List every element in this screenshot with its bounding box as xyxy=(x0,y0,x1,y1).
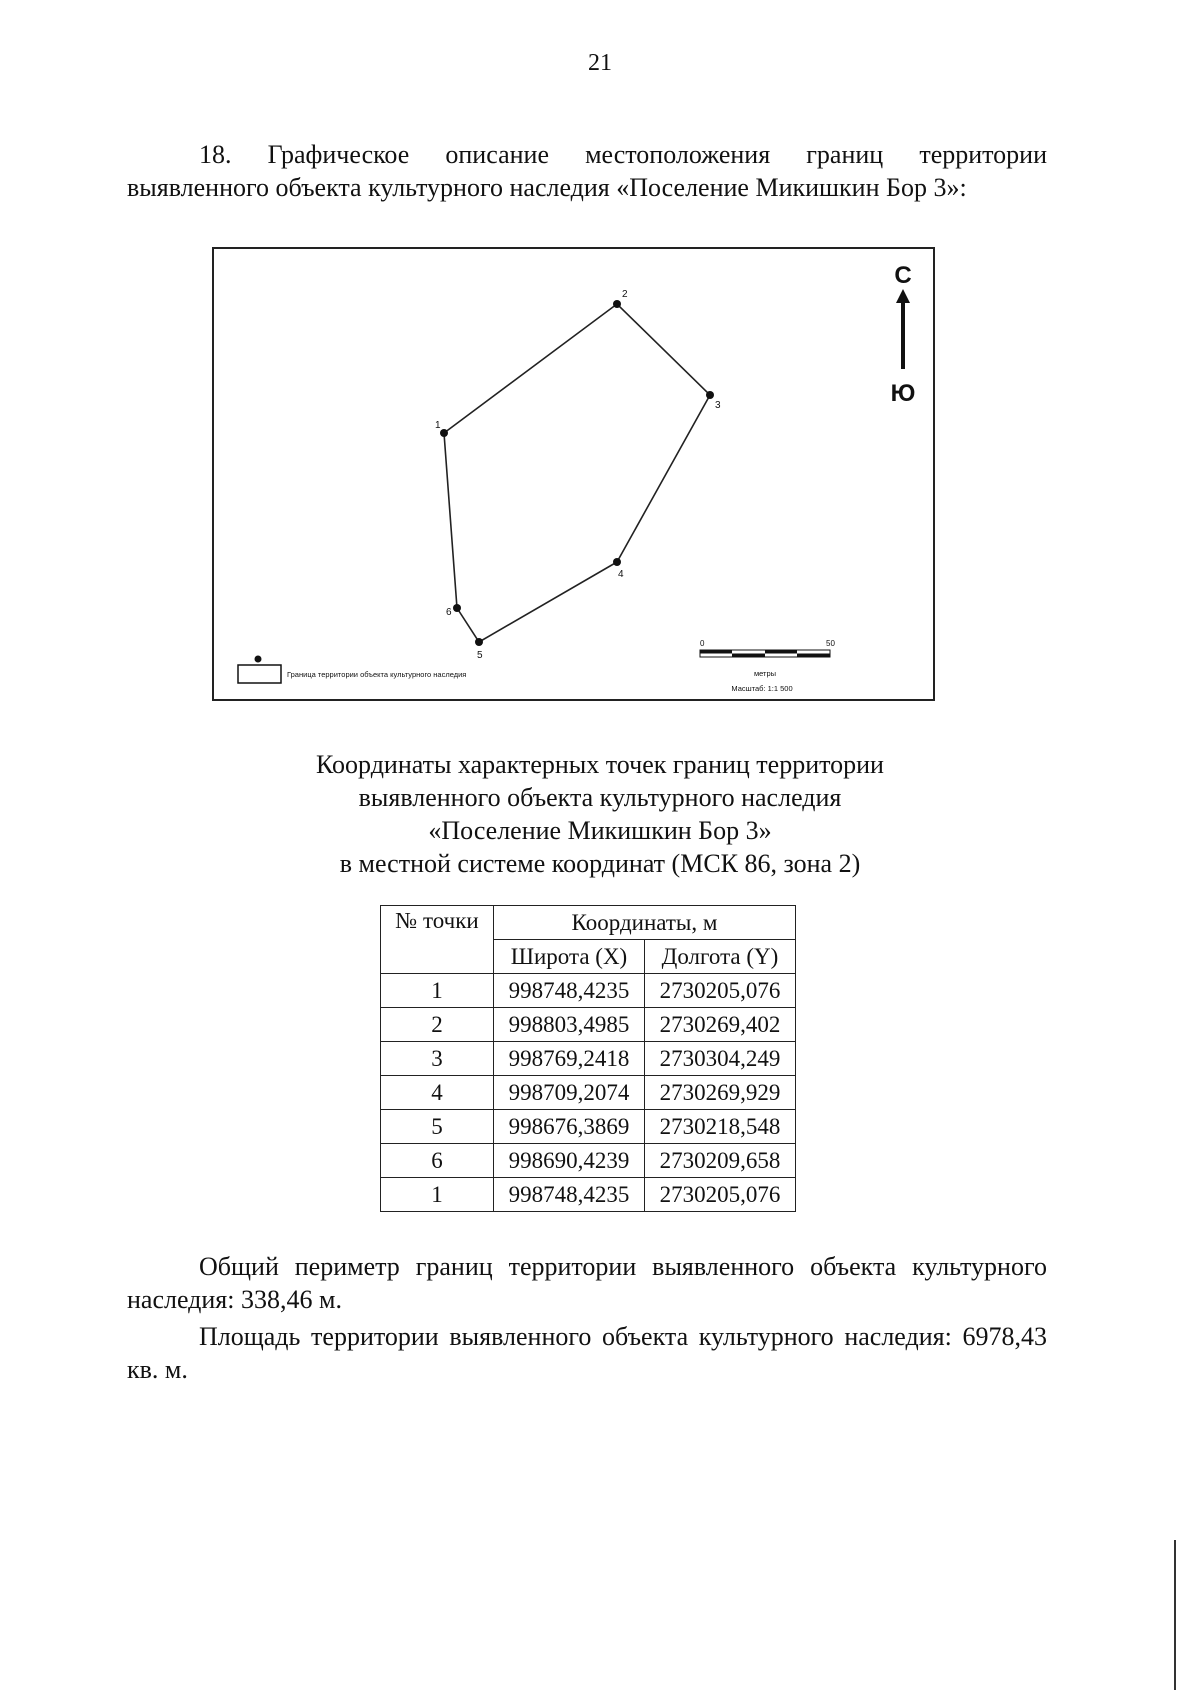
coordinates-table xyxy=(380,905,796,1212)
point-number: 5 xyxy=(381,1110,494,1144)
table-row xyxy=(381,1110,796,1144)
legend-point-icon xyxy=(255,656,262,663)
map-legend xyxy=(238,656,466,684)
latitude-x: 998748,4235 xyxy=(494,974,645,1008)
svg-text:1: 1 xyxy=(435,420,441,431)
longitude-y: 2730218,548 xyxy=(645,1110,796,1144)
boundary-point-3 xyxy=(706,391,721,411)
point-number: 1 xyxy=(381,974,494,1008)
longitude-y: 2730269,402 xyxy=(645,1008,796,1042)
coordinates-heading-line-2: выявленного объекта культурного наследия xyxy=(358,783,842,812)
latitude-x: 998769,2418 xyxy=(494,1042,645,1076)
table-row xyxy=(381,1144,796,1178)
table-row xyxy=(381,1008,796,1042)
coordinates-heading xyxy=(0,748,1200,880)
point-number: 3 xyxy=(381,1042,494,1076)
legend-text: Граница территории объекта культурного наследия xyxy=(287,670,467,679)
svg-text:2: 2 xyxy=(622,289,628,300)
svg-text:5: 5 xyxy=(477,650,483,661)
boundary-point-2 xyxy=(613,289,628,308)
svg-text:6: 6 xyxy=(446,607,452,618)
boundary-point-4 xyxy=(613,558,624,580)
page-number: 21 xyxy=(588,50,612,76)
latitude-x: 998709,2074 xyxy=(494,1076,645,1110)
longitude-y: 2730209,658 xyxy=(645,1144,796,1178)
coordinates-heading-line-1: Координаты характерных точек границ территории xyxy=(316,750,884,779)
scale-end-label: 50 xyxy=(826,639,835,648)
scale-start-label: 0 xyxy=(700,639,705,648)
point-number: 1 xyxy=(381,1178,494,1212)
scale-ratio-label: Масштаб: 1:1 500 xyxy=(731,684,793,693)
table-header-row xyxy=(381,906,796,940)
compass-north-label: С xyxy=(894,262,912,289)
latitude-x: 998676,3869 xyxy=(494,1110,645,1144)
table-row xyxy=(381,974,796,1008)
map-canvas xyxy=(214,249,933,699)
longitude-y: 2730269,929 xyxy=(645,1076,796,1110)
perimeter-statement: Общий периметр границ территории выявленного объекта культурного наследия: 338,46 м. xyxy=(127,1252,1047,1314)
point-number: 4 xyxy=(381,1076,494,1110)
latitude-x: 998690,4239 xyxy=(494,1144,645,1178)
longitude-y: 2730304,249 xyxy=(645,1042,796,1076)
scale-bar xyxy=(700,639,835,693)
latitude-x: 998748,4235 xyxy=(494,1178,645,1212)
boundary-map xyxy=(212,247,935,701)
table-row xyxy=(381,1076,796,1110)
north-arrow xyxy=(891,262,916,407)
compass-south-label: Ю xyxy=(890,380,916,407)
coordinates-heading-line-4: в местной системе координат (МСК 86, зона 2) xyxy=(339,849,861,878)
col-y-header: Долгота (Y) xyxy=(645,940,796,974)
svg-text:4: 4 xyxy=(618,569,624,580)
longitude-y: 2730205,076 xyxy=(645,1178,796,1212)
scan-edge-mark xyxy=(1174,1540,1176,1690)
area-statement: Площадь территории выявленного объекта культурного наследия: 6978,43 кв. м. xyxy=(127,1322,1047,1384)
boundary-polygon xyxy=(444,304,710,642)
boundary-point-5 xyxy=(475,638,483,661)
boundary-point-6 xyxy=(446,604,461,618)
longitude-y: 2730205,076 xyxy=(645,974,796,1008)
table-row xyxy=(381,1178,796,1212)
north-arrow-icon xyxy=(896,289,910,303)
table-row xyxy=(381,1042,796,1076)
legend-swatch xyxy=(238,665,281,683)
boundary-point-1 xyxy=(435,420,448,437)
col-point-header: № точки xyxy=(381,906,494,974)
point-number: 6 xyxy=(381,1144,494,1178)
point-number: 2 xyxy=(381,1008,494,1042)
col-coords-header: Координаты, м xyxy=(494,906,796,940)
latitude-x: 998803,4985 xyxy=(494,1008,645,1042)
col-x-header: Широта (X) xyxy=(494,940,645,974)
scale-units-label: метры xyxy=(753,669,777,678)
coordinates-heading-line-3: «Поселение Микишкин Бор 3» xyxy=(428,816,772,845)
section-intro: 18. Графическое описание местоположения границ территории выявленного объекта культурного наследия «Поселение Микишкин Бор 3»: xyxy=(127,140,1047,202)
svg-text:3: 3 xyxy=(715,400,721,411)
